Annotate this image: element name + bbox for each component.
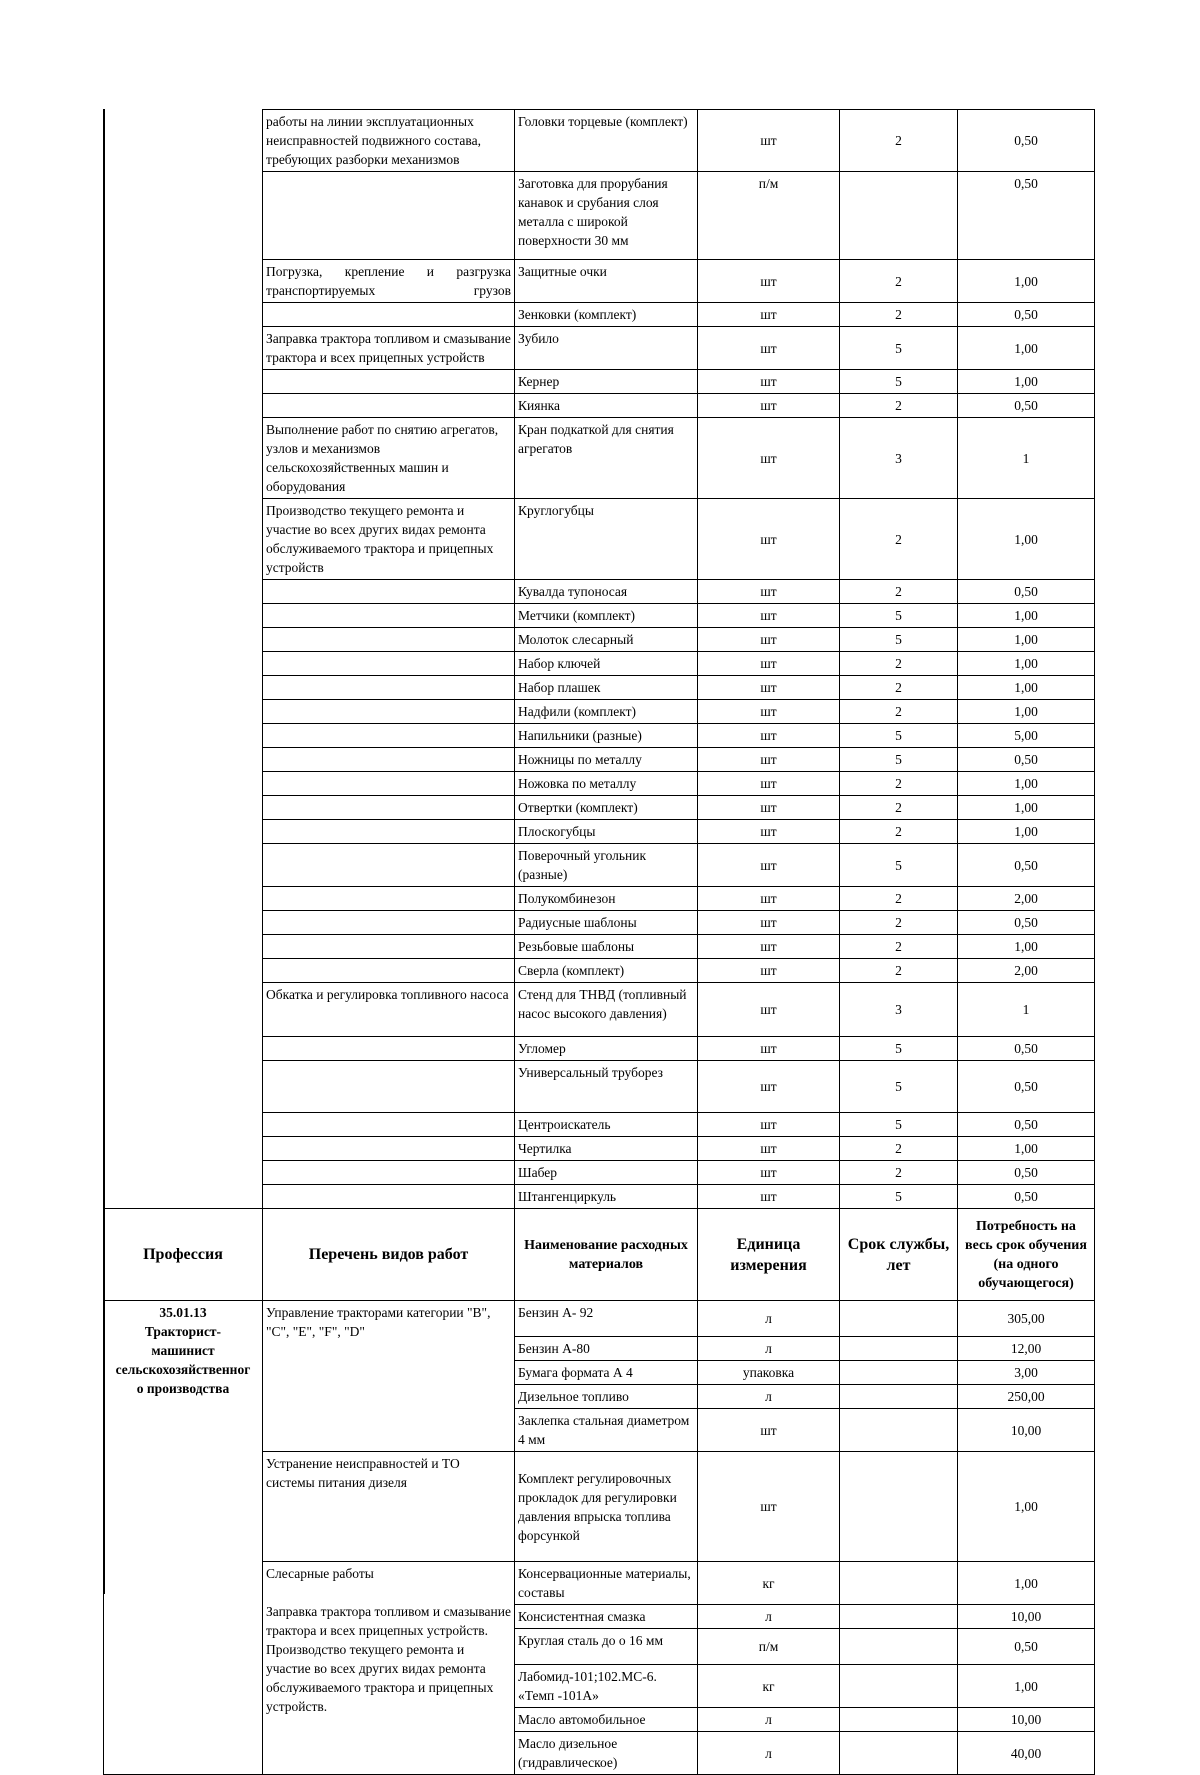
service-life-cell: 5 <box>840 1113 958 1137</box>
service-life-cell <box>840 1605 958 1629</box>
work-type-cell <box>263 303 515 327</box>
table-row <box>263 260 1095 303</box>
unit-cell: л <box>698 1605 840 1629</box>
table-row <box>263 844 1095 887</box>
unit-cell: л <box>698 1385 840 1409</box>
unit-cell: шт <box>698 911 840 935</box>
service-life-cell: 3 <box>840 983 958 1037</box>
service-life-cell <box>840 1452 958 1562</box>
service-life-cell <box>840 1361 958 1385</box>
service-life-cell: 2 <box>840 110 958 172</box>
item-name-cell: Киянка <box>515 394 698 418</box>
requirement-cell: 40,00 <box>958 1732 1095 1775</box>
table-row <box>104 1301 1095 1337</box>
work-type-cell <box>263 1113 515 1137</box>
requirement-cell: 0,50 <box>958 1061 1095 1113</box>
unit-cell: л <box>698 1732 840 1775</box>
item-name-cell: Метчики (комплект) <box>515 604 698 628</box>
work-type-cell: Погрузка, крепление и разгрузка транспортируемых грузов <box>263 260 515 303</box>
profession-name-line: Тракторист- <box>144 1324 222 1339</box>
item-name-cell: Набор ключей <box>515 652 698 676</box>
service-life-cell: 2 <box>840 772 958 796</box>
table-row <box>263 887 1095 911</box>
requirement-cell: 12,00 <box>958 1337 1095 1361</box>
header-materials: Наименование расходных материалов <box>515 1209 698 1301</box>
unit-cell: л <box>698 1708 840 1732</box>
table-row <box>263 1137 1095 1161</box>
work-type-cell <box>263 935 515 959</box>
unit-cell: шт <box>698 1037 840 1061</box>
requirement-cell: 0,50 <box>958 172 1095 260</box>
service-life-cell: 5 <box>840 370 958 394</box>
table-row <box>263 820 1095 844</box>
table-row <box>263 700 1095 724</box>
material-name-cell: Масло автомобильное <box>515 1708 698 1732</box>
unit-cell: шт <box>698 700 840 724</box>
item-name-cell: Кувалда тупоносая <box>515 580 698 604</box>
unit-cell: шт <box>698 499 840 580</box>
table-row <box>263 748 1095 772</box>
item-name-cell: Надфили (комплект) <box>515 700 698 724</box>
work-type-cell <box>263 772 515 796</box>
table-row <box>263 370 1095 394</box>
requirement-cell: 0,50 <box>958 911 1095 935</box>
unit-cell: шт <box>698 887 840 911</box>
material-name-cell: Дизельное топливо <box>515 1385 698 1409</box>
service-life-cell: 2 <box>840 887 958 911</box>
item-name-cell: Зубило <box>515 327 698 370</box>
material-name-cell: Комплект регулировочных прокладок для регулировки давления впрыска топлива форсункой <box>515 1452 698 1562</box>
unit-cell: шт <box>698 748 840 772</box>
work-type-cell <box>263 887 515 911</box>
item-name-cell: Защитные очки <box>515 260 698 303</box>
unit-cell: кг <box>698 1562 840 1605</box>
table-row <box>263 418 1095 499</box>
table-row <box>263 394 1095 418</box>
requirement-cell: 0,50 <box>958 394 1095 418</box>
unit-cell: шт <box>698 1061 840 1113</box>
material-name-cell: Бумага формата А 4 <box>515 1361 698 1385</box>
header-works: Перечень видов работ <box>263 1209 515 1301</box>
work-type-cell <box>263 911 515 935</box>
service-life-cell: 3 <box>840 418 958 499</box>
item-name-cell: Чертилка <box>515 1137 698 1161</box>
table-row <box>263 628 1095 652</box>
unit-cell: упаковка <box>698 1361 840 1385</box>
table-row <box>263 172 1095 260</box>
item-name-cell: Стенд для ТНВД (топливный насос высокого давления) <box>515 983 698 1037</box>
table-row <box>263 604 1095 628</box>
work-type-cell <box>263 172 515 260</box>
table-row <box>263 772 1095 796</box>
unit-cell: шт <box>698 628 840 652</box>
work-type-cell <box>263 796 515 820</box>
material-name-cell: Круглая сталь до о 16 мм <box>515 1629 698 1665</box>
service-life-cell: 2 <box>840 796 958 820</box>
requirement-cell: 0,50 <box>958 1037 1095 1061</box>
materials-header-row <box>104 1209 1095 1301</box>
table-row <box>263 580 1095 604</box>
profession-name-line: о производства <box>136 1381 230 1396</box>
material-name-cell: Консистентная смазка <box>515 1605 698 1629</box>
service-life-cell: 5 <box>840 724 958 748</box>
work-type-cell <box>263 676 515 700</box>
work-type-text: Слесарные работы <box>266 1566 374 1581</box>
profession-code: 35.01.13 <box>159 1305 207 1320</box>
unit-cell: шт <box>698 724 840 748</box>
material-name-cell: Масло дизельное (гидравлическое) <box>515 1732 698 1775</box>
requirement-cell: 5,00 <box>958 724 1095 748</box>
requirement-cell: 1,00 <box>958 1562 1095 1605</box>
table-row <box>263 1061 1095 1113</box>
work-type-cell <box>263 1161 515 1185</box>
requirement-cell: 1,00 <box>958 652 1095 676</box>
service-life-cell: 2 <box>840 499 958 580</box>
unit-cell: п/м <box>698 172 840 260</box>
table-row <box>263 796 1095 820</box>
item-name-cell: Штангенциркуль <box>515 1185 698 1209</box>
item-name-cell: Резьбовые шаблоны <box>515 935 698 959</box>
header-profession: Профессия <box>104 1209 263 1301</box>
service-life-cell <box>840 1337 958 1361</box>
item-name-cell: Кернер <box>515 370 698 394</box>
table-row <box>263 499 1095 580</box>
service-life-cell: 2 <box>840 303 958 327</box>
unit-cell: шт <box>698 303 840 327</box>
table-row <box>263 1037 1095 1061</box>
unit-cell: шт <box>698 772 840 796</box>
requirement-cell: 3,00 <box>958 1361 1095 1385</box>
unit-cell: шт <box>698 604 840 628</box>
service-life-cell: 5 <box>840 628 958 652</box>
unit-cell: шт <box>698 796 840 820</box>
unit-cell: шт <box>698 1113 840 1137</box>
work-type-cell <box>263 370 515 394</box>
table-row <box>263 327 1095 370</box>
requirement-cell: 1,00 <box>958 1137 1095 1161</box>
unit-cell: шт <box>698 110 840 172</box>
service-life-cell: 2 <box>840 394 958 418</box>
requirement-cell: 1,00 <box>958 772 1095 796</box>
item-name-cell: Ножницы по металлу <box>515 748 698 772</box>
requirement-cell: 1,00 <box>958 676 1095 700</box>
item-name-cell: Поверочный угольник (разные) <box>515 844 698 887</box>
requirement-cell: 2,00 <box>958 959 1095 983</box>
item-name-cell: Сверла (комплект) <box>515 959 698 983</box>
materials-table <box>103 1208 1095 1775</box>
work-type-cell <box>263 700 515 724</box>
requirement-cell: 1,00 <box>958 628 1095 652</box>
unit-cell: шт <box>698 820 840 844</box>
work-type-cell: Управление тракторами категории "B", "C", "E", "F", "D" <box>263 1301 515 1452</box>
table-row <box>263 110 1095 172</box>
service-life-cell <box>840 1629 958 1665</box>
table-row <box>263 676 1095 700</box>
requirement-cell: 250,00 <box>958 1385 1095 1409</box>
work-type-cell <box>263 1061 515 1113</box>
requirement-cell: 1,00 <box>958 820 1095 844</box>
item-name-cell: Напильники (разные) <box>515 724 698 748</box>
item-name-cell: Круглогубцы <box>515 499 698 580</box>
table-row <box>263 959 1095 983</box>
service-life-cell: 2 <box>840 820 958 844</box>
work-type-cell <box>263 1185 515 1209</box>
requirement-cell: 0,50 <box>958 303 1095 327</box>
item-name-cell: Универсальный труборез <box>515 1061 698 1113</box>
requirement-cell: 10,00 <box>958 1708 1095 1732</box>
work-type-cell: Устранение неисправностей и ТО системы питания дизеля <box>263 1452 515 1562</box>
work-type-cell <box>263 580 515 604</box>
service-life-cell: 2 <box>840 911 958 935</box>
requirement-cell: 1,00 <box>958 260 1095 303</box>
unit-cell: шт <box>698 370 840 394</box>
item-name-cell: Кран подкаткой для снятия агрегатов <box>515 418 698 499</box>
work-type-cell <box>263 820 515 844</box>
requirement-cell: 10,00 <box>958 1605 1095 1629</box>
item-name-cell: Заготовка для прорубания канавок и срубания слоя металла с широкой поверхности 30 мм <box>515 172 698 260</box>
work-type-cell: Обкатка и регулировка топливного насоса <box>263 983 515 1037</box>
item-name-cell: Головки торцевые (комплект) <box>515 110 698 172</box>
item-name-cell: Угломер <box>515 1037 698 1061</box>
unit-cell: шт <box>698 983 840 1037</box>
work-type-cell <box>263 394 515 418</box>
service-life-cell: 2 <box>840 260 958 303</box>
service-life-cell <box>840 1301 958 1337</box>
work-type-cell <box>263 1137 515 1161</box>
item-name-cell: Центроискатель <box>515 1113 698 1137</box>
material-name-cell: Лабомид-101;102.МС-6. «Темп -101А» <box>515 1665 698 1708</box>
service-life-cell: 2 <box>840 676 958 700</box>
unit-cell: шт <box>698 580 840 604</box>
table-row <box>263 724 1095 748</box>
table-row <box>263 935 1095 959</box>
service-life-cell: 2 <box>840 935 958 959</box>
work-type-cell <box>263 1037 515 1061</box>
requirement-cell: 0,50 <box>958 580 1095 604</box>
table-row <box>263 911 1095 935</box>
unit-cell: шт <box>698 327 840 370</box>
work-type-cell: Выполнение работ по снятию агрегатов, узлов и механизмов сельскохозяйственных машин и оборудования <box>263 418 515 499</box>
profession-cell <box>104 1301 263 1775</box>
table-row <box>263 983 1095 1037</box>
service-life-cell <box>840 1385 958 1409</box>
unit-cell: шт <box>698 959 840 983</box>
requirement-cell: 1 <box>958 983 1095 1037</box>
document-page <box>103 109 1093 1770</box>
service-life-cell: 2 <box>840 1137 958 1161</box>
unit-cell: шт <box>698 260 840 303</box>
work-type-cell <box>263 604 515 628</box>
unit-cell: п/м <box>698 1629 840 1665</box>
service-life-cell: 5 <box>840 844 958 887</box>
requirement-cell: 1,00 <box>958 1452 1095 1562</box>
requirement-cell: 10,00 <box>958 1409 1095 1452</box>
service-life-cell <box>840 1665 958 1708</box>
profession-name-line: машинист <box>151 1343 215 1358</box>
requirement-cell: 1,00 <box>958 935 1095 959</box>
service-life-cell: 5 <box>840 748 958 772</box>
service-life-cell <box>840 172 958 260</box>
unit-cell: шт <box>698 676 840 700</box>
requirement-cell: 1,00 <box>958 604 1095 628</box>
work-type-cell <box>263 844 515 887</box>
work-type-cell: Производство текущего ремонта и участие во всех других видах ремонта обслуживаемого трактора и прицепных устройств <box>263 499 515 580</box>
item-name-cell: Набор плашек <box>515 676 698 700</box>
service-life-cell: 5 <box>840 604 958 628</box>
unit-cell: шт <box>698 844 840 887</box>
work-type-cell <box>263 724 515 748</box>
item-name-cell: Полукомбинезон <box>515 887 698 911</box>
requirement-cell: 1,00 <box>958 499 1095 580</box>
header-unit: Единица измерения <box>698 1209 840 1301</box>
requirement-cell: 1,00 <box>958 796 1095 820</box>
service-life-cell: 5 <box>840 327 958 370</box>
work-type-cell: работы на линии эксплуатационных неисправностей подвижного состава, требующих разборки механизмов <box>263 110 515 172</box>
requirement-cell: 1 <box>958 418 1095 499</box>
service-life-cell: 2 <box>840 700 958 724</box>
work-type-cell <box>263 628 515 652</box>
requirement-cell: 1,00 <box>958 370 1095 394</box>
requirement-cell: 2,00 <box>958 887 1095 911</box>
unit-cell: шт <box>698 1452 840 1562</box>
unit-cell: шт <box>698 1185 840 1209</box>
service-life-cell: 2 <box>840 652 958 676</box>
item-name-cell: Плоскогубцы <box>515 820 698 844</box>
service-life-cell: 2 <box>840 1161 958 1185</box>
service-life-cell: 5 <box>840 1037 958 1061</box>
unit-cell: л <box>698 1301 840 1337</box>
work-type-cell <box>263 959 515 983</box>
service-life-cell <box>840 1562 958 1605</box>
table-row <box>263 303 1095 327</box>
unit-cell: шт <box>698 394 840 418</box>
unit-cell: шт <box>698 1137 840 1161</box>
table-row <box>263 1161 1095 1185</box>
material-name-cell: Бензин А- 92 <box>515 1301 698 1337</box>
profession-name-line: сельскохозяйственног <box>115 1362 251 1377</box>
work-type-text: Производство текущего ремонта и участие во всех других видах ремонта обслуживаемого трактора и прицепных устройств. <box>266 1642 494 1714</box>
header-need: Потребность на весь срок обучения (на одного обучающегося) <box>958 1209 1095 1301</box>
service-life-cell: 5 <box>840 1061 958 1113</box>
item-name-cell: Радиусные шаблоны <box>515 911 698 935</box>
requirement-cell: 0,50 <box>958 1629 1095 1665</box>
unit-cell: шт <box>698 1409 840 1452</box>
unit-cell: шт <box>698 935 840 959</box>
requirement-cell: 0,50 <box>958 748 1095 772</box>
work-type-cell <box>263 748 515 772</box>
table-row <box>263 1185 1095 1209</box>
requirement-cell: 1,00 <box>958 1665 1095 1708</box>
work-type-cell: Заправка трактора топливом и смазывание трактора и всех прицепных устройств <box>263 327 515 370</box>
item-name-cell: Шабер <box>515 1161 698 1185</box>
item-name-cell: Отвертки (комплект) <box>515 796 698 820</box>
service-life-cell <box>840 1409 958 1452</box>
item-name-cell: Ножовка по металлу <box>515 772 698 796</box>
header-life: Срок службы, лет <box>840 1209 958 1301</box>
service-life-cell: 2 <box>840 959 958 983</box>
unit-cell: шт <box>698 1161 840 1185</box>
item-name-cell: Зенковки (комплект) <box>515 303 698 327</box>
material-name-cell: Заклепка стальная диаметром 4 мм <box>515 1409 698 1452</box>
requirement-cell: 0,50 <box>958 1185 1095 1209</box>
service-life-cell: 5 <box>840 1185 958 1209</box>
material-name-cell: Бензин А-80 <box>515 1337 698 1361</box>
service-life-cell <box>840 1732 958 1775</box>
requirement-cell: 0,50 <box>958 110 1095 172</box>
work-type-text: Заправка трактора топливом и смазывание трактора и всех прицепных устройств. <box>266 1604 511 1638</box>
tools-table <box>262 109 1095 1209</box>
item-name-cell: Молоток слесарный <box>515 628 698 652</box>
unit-cell: л <box>698 1337 840 1361</box>
service-life-cell <box>840 1708 958 1732</box>
requirement-cell: 1,00 <box>958 700 1095 724</box>
material-name-cell: Консервационные материалы, составы <box>515 1562 698 1605</box>
requirement-cell: 0,50 <box>958 1113 1095 1137</box>
requirement-cell: 305,00 <box>958 1301 1095 1337</box>
unit-cell: кг <box>698 1665 840 1708</box>
table-row <box>263 652 1095 676</box>
table-row <box>263 1113 1095 1137</box>
service-life-cell: 2 <box>840 580 958 604</box>
requirement-cell: 0,50 <box>958 1161 1095 1185</box>
unit-cell: шт <box>698 652 840 676</box>
unit-cell: шт <box>698 418 840 499</box>
requirement-cell: 0,50 <box>958 844 1095 887</box>
work-type-cell <box>263 1562 515 1775</box>
requirement-cell: 1,00 <box>958 327 1095 370</box>
work-type-cell <box>263 652 515 676</box>
